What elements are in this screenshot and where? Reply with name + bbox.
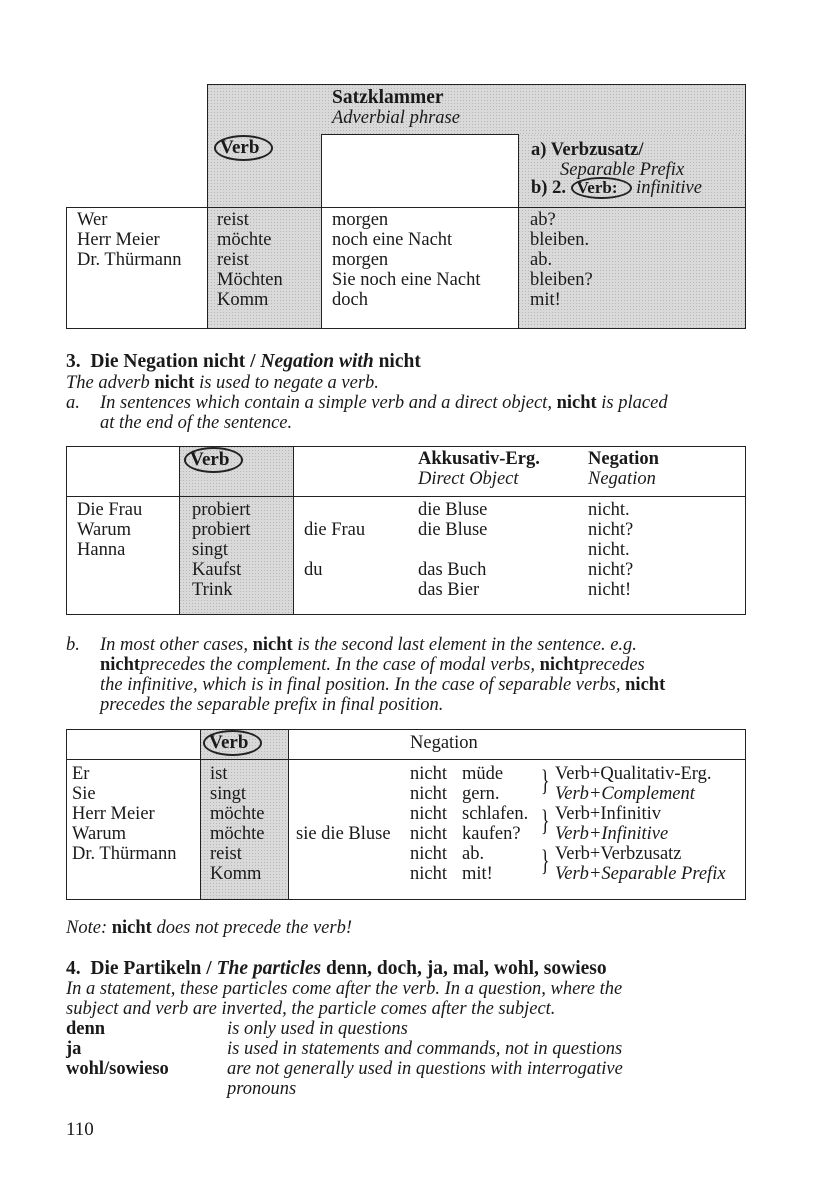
table-cell: Kaufst [192,560,242,580]
table1-title: Satzklammer [332,87,444,108]
table-cell: müde [462,764,504,784]
verb-oval: Verb [184,447,243,473]
table-cell: Verb+Verbzusatz [555,844,682,864]
table1-subtitle: Adverbial phrase [332,108,460,128]
table-cell: das Buch [418,560,487,580]
table-cell: nicht? [588,560,634,580]
def-term: wohl/sowieso [66,1059,169,1079]
table-cell: nicht [410,764,447,784]
table-cell: Dr. Thürmann [77,250,182,270]
table-cell: Dr. Thürmann [72,844,177,864]
table-cell: nicht! [588,580,632,600]
table-cell: Verb+Qualitativ-Erg. [555,764,712,784]
section4-line2: subject and verb are inverted, the particle comes after the subject. [66,999,556,1019]
table-cell: mit! [530,290,561,310]
table-cell: ab. [530,250,553,270]
col3-a: a) Verbzusatz/ [531,140,644,160]
brace-icon: } [540,764,550,797]
table-cell: Trink [192,580,233,600]
table-cell: das Bier [418,580,480,600]
table-cell: mit! [462,864,493,884]
header-neg: Negation [588,449,659,469]
table-cell: reist [217,250,249,270]
table-cell: Verb+Complement [555,784,695,804]
table-cell: Herr Meier [72,804,155,824]
def-desc-cont: pronouns [227,1079,297,1099]
table-cell: Hanna [77,540,126,560]
shade-header [207,84,746,134]
table-cell: möchte [210,804,265,824]
table-cell: Wer [77,210,108,230]
table-cell: singt [192,540,228,560]
table-cell: Die Frau [77,500,143,520]
table-cell: schlafen. [462,804,529,824]
table-cell: sie die Bluse [296,824,391,844]
table-cell: singt [210,784,246,804]
header-neg-en: Negation [588,469,656,489]
def-term: ja [66,1039,82,1059]
section3-a-text: In sentences which contain a simple verb and a direct object, nicht is placed [100,393,668,413]
section-b-line2: nichtprecedes the complement. In the case of modal verbs, nichtprecedes [100,655,645,675]
table-cell: morgen [332,250,389,270]
table-cell: Warum [77,520,131,540]
section-b-line4: precedes the separable prefix in final position. [100,695,444,715]
table-cell: gern. [462,784,500,804]
section4-heading: 4. Die Partikeln / The particles denn, doch, ja, mal, wohl, sowieso [66,958,607,979]
section4-line1: In a statement, these particles come after the verb. In a question, where the [66,979,623,999]
header-neg: Negation [410,733,478,753]
table-cell: Herr Meier [77,230,160,250]
table-cell: reist [210,844,242,864]
table-cell: nicht [410,804,447,824]
table-cell: die Bluse [418,500,488,520]
table-cell: nicht [410,824,447,844]
header-akk-en: Direct Object [418,469,519,489]
section-b-line3: the infinitive, which is in final position. In the case of separable verbs, nicht [100,675,666,695]
table-cell: die Bluse [418,520,488,540]
table-cell: nicht. [588,500,630,520]
table-cell: Warum [72,824,126,844]
table-cell: Möchten [217,270,283,290]
table-cell: morgen [332,210,389,230]
table-cell: Er [72,764,90,784]
brace-icon: } [540,804,550,837]
section3-heading: 3. Die Negation nicht / Negation with nicht [66,351,421,372]
table-cell: Verb+Infinitive [555,824,669,844]
section-b-label: b. [66,635,80,655]
table-cell: Komm [210,864,262,884]
section3-line1: The adverb nicht is used to negate a verb. [66,373,379,393]
table-cell: möchte [210,824,265,844]
table-cell: Komm [217,290,269,310]
header-akk: Akkusativ-Erg. [418,449,540,469]
table-cell: bleiben? [530,270,593,290]
def-desc: is only used in questions [227,1019,408,1039]
table-cell: die Frau [304,520,366,540]
brace-icon: } [540,844,550,877]
def-desc: is used in statements and commands, not in questions [227,1039,623,1059]
table-cell: Verb+Separable Prefix [555,864,726,884]
table-cell: reist [217,210,249,230]
table-cell: nicht [410,844,447,864]
def-term: denn [66,1019,106,1039]
section3-a-label: a. [66,393,80,413]
table-cell: probiert [192,500,251,520]
table-cell: nicht. [588,540,630,560]
table-cell: nicht? [588,520,634,540]
col3-b: b) 2. Verb: infinitive [531,178,702,198]
table-cell: bleiben. [530,230,590,250]
table-cell: noch eine Nacht [332,230,453,250]
section-b-line1: In most other cases, nicht is the second last element in the sentence. e.g. [100,635,637,655]
table-cell: du [304,560,323,580]
table-cell: probiert [192,520,251,540]
col3-a-sub: Separable Prefix [560,160,685,180]
page-number: 110 [66,1119,94,1140]
table-cell: ab. [462,844,485,864]
table-cell: möchte [217,230,272,250]
table-cell: nicht [410,784,447,804]
table-cell: kaufen? [462,824,521,844]
table-cell: doch [332,290,368,310]
table-cell: nicht [410,864,447,884]
table-cell: ab? [530,210,556,230]
table-cell: ist [210,764,228,784]
def-desc: are not generally used in questions with interrogative [227,1059,623,1079]
table-cell: Verb+Infinitiv [555,804,661,824]
verb-oval: Verb [203,730,262,756]
table-cell: Sie noch eine Nacht [332,270,481,290]
section3-a-text-cont: at the end of the sentence. [100,413,293,433]
note-line: Note: nicht does not precede the verb! [66,918,352,938]
verb-oval: Verb [214,135,273,161]
table-cell: Sie [72,784,96,804]
